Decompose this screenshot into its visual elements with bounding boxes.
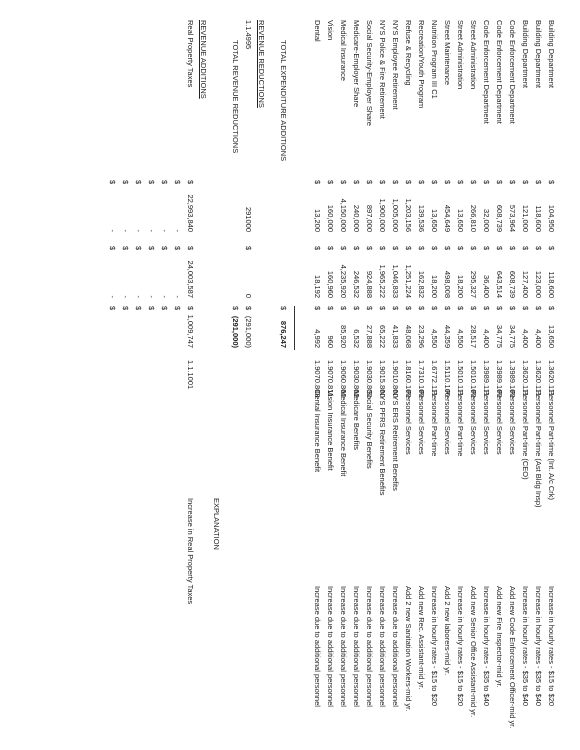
currency-sign: $ [508,180,517,185]
explanation: Add new Fire Inspector-mid yr. [495,586,504,688]
blank-row [145,0,158,750]
prior-value: 240,000 [352,204,361,232]
addition-account: 1.1.1001 [186,360,195,390]
currency-sign: $ [108,246,117,251]
revenue-additions-heading [197,0,210,750]
currency-sign: $ [352,180,361,185]
account: 1.9030.802 [352,360,361,398]
new-value: 118,600 [547,271,556,298]
prior-value: 1,900,000 [378,198,387,232]
currency-sign: $ [108,306,117,311]
prior-value: 1,005,000 [391,198,400,232]
blank-row [158,0,171,750]
currency-sign: $ [547,306,556,311]
blank-row [132,0,145,750]
currency-sign: $ [521,180,530,185]
table-row [389,0,402,750]
currency-sign: $ [430,306,439,311]
new-value: 123,000 [534,270,543,298]
explanation: Increase due to additional personnel [365,586,374,707]
explanation: Add 2 new laborers-mid yr. [443,586,452,676]
currency-sign: $ [378,246,387,251]
difference: 34,775 [508,325,517,348]
prior-value: 608,739 [495,204,504,232]
difference: 4,400 [482,329,491,348]
department: Vision [326,20,335,41]
account: 1.5010.111 [456,360,465,397]
currency-sign: $ [443,306,452,311]
explanation-header: EXPLANATION [212,498,221,550]
dash-placeholder: - [134,295,143,298]
currency-sign: $ [108,180,117,185]
explanation: Increase in hourly rates - $15 to $20 [456,586,465,707]
currency-sign: $ [134,306,143,311]
currency-sign: $ [456,306,465,311]
dash-placeholder: - [147,229,156,232]
prior-value: 13,650 [430,209,439,232]
dash-placeholder: - [108,229,117,232]
currency-sign: $ [244,306,253,311]
currency-sign: $ [186,180,195,185]
account: 1.3620.111 [547,360,556,397]
addition-prior-value: 22,993,840 [186,194,195,232]
table-row [506,0,519,750]
department: Medical Insurance [339,20,348,81]
difference: 28,517 [469,325,478,348]
department: Code Enforcement Department [482,20,491,124]
currency-sign: $ [121,246,130,251]
prior-value: 454,649 [443,204,452,232]
dash-placeholder: - [173,295,182,298]
currency-sign: $ [469,180,478,185]
revenue-additions-title: REVENUE ADDITIONS [199,20,208,99]
account: 1.8160.100 [404,360,413,398]
currency-sign: $ [134,180,143,185]
department: NYS Employee Retirement [391,20,400,110]
difference: 85,920 [339,325,348,348]
new-value: 1,965,222 [378,264,387,298]
description: Dental Insurance Benefit [313,390,322,473]
addition-new-value: 24,003,587 [186,260,195,298]
account: 1.3989.100 [495,360,504,398]
department: Street Administration [469,20,478,90]
new-value: 18,200 [430,275,439,298]
revenue-reduction-row [242,0,255,750]
currency-sign: $ [534,246,543,251]
currency-sign: $ [313,306,322,311]
description: Medicare Benefits [352,390,361,451]
explanation-header-row [210,0,223,750]
difference: 960 [326,335,335,348]
currency-sign: $ [365,180,374,185]
currency-sign: $ [456,246,465,251]
table-row [454,0,467,750]
dash-placeholder: - [121,229,130,232]
table-row [415,0,428,750]
table-row [441,0,454,750]
difference: 4,400 [521,329,530,348]
currency-sign: $ [326,306,335,311]
description: Personnel Services [404,390,413,455]
account: 1.9010.800 [391,360,400,398]
currency-sign: $ [121,180,130,185]
currency-sign: $ [482,180,491,185]
reduction-prior-value: 291000 [244,206,253,232]
currency-sign: $ [443,180,452,185]
currency-sign: $ [417,180,426,185]
currency-sign: $ [147,180,156,185]
prior-value: 139,536 [417,204,426,232]
table-row [324,0,337,750]
account: 1.7310.100 [417,360,426,398]
description: Personnel Services [482,390,491,455]
explanation: Increase due to additional personnel [378,586,387,707]
new-value: 246,532 [352,270,361,298]
explanation: Increase due to additional personnel [326,586,335,707]
revenue-reductions-heading [255,0,268,750]
currency-sign: $ [417,306,426,311]
account: 1.3620.111 [534,360,543,397]
currency-sign: $ [508,246,517,251]
currency-sign: $ [339,180,348,185]
new-value: 608,739 [508,270,517,298]
currency-sign: $ [378,306,387,311]
description: Social Security Benefits [365,390,374,469]
department: Building Department [521,20,530,88]
account: 1.9070.808 [313,360,322,398]
revenue-addition-row [184,0,197,750]
difference: 4,550 [430,329,439,348]
account: 1.5010.100 [469,360,478,398]
explanation: Increase in hourly rates - $35 to $40 [521,586,530,707]
explanation: Increase due to additional personnel [339,586,348,707]
description: Personnel Services [508,390,517,455]
description: Personnel Part-time (Int. A/c Crk) [547,390,556,501]
account: 1.6772.111 [430,360,439,397]
description: Personnel Services [469,390,478,455]
prior-value: 897,000 [365,204,374,232]
new-value: 1,251,224 [404,264,413,298]
table-row [519,0,532,750]
department: Recreation/Youth Program [417,20,426,109]
new-value: 162,832 [417,270,426,298]
difference: 65,222 [378,325,387,348]
difference: 4,400 [534,329,543,348]
addition-explanation: Increase in Real Property Taxes [186,498,195,605]
prior-value: 121,000 [521,204,530,232]
new-value: 4,235,920 [339,264,348,298]
currency-sign: $ [231,306,240,311]
difference: 34,775 [495,325,504,348]
new-value: 924,888 [365,270,374,298]
dash-placeholder: - [147,295,156,298]
explanation: Increase due to additional personnel [391,586,400,707]
new-value: 36,400 [482,275,491,298]
revenue-reductions-title: REVENUE REDUCTIONS [257,20,266,108]
currency-sign: $ [508,306,517,311]
department: Street Administration [456,20,465,90]
currency-sign: $ [147,246,156,251]
table-row [311,0,324,750]
difference: 27,888 [365,325,374,348]
currency-sign: $ [326,246,335,251]
blank-row [119,0,132,750]
prior-value: 13,200 [313,209,322,232]
table-row [350,0,363,750]
dash-placeholder: - [173,229,182,232]
currency-sign: $ [186,246,195,251]
description: NYS PFRS Retirement Benefits [378,390,387,496]
table-row [480,0,493,750]
total-expenditure-value: 876,247 [279,320,288,348]
currency-sign: $ [339,246,348,251]
account: 1.9030.800 [365,360,374,398]
prior-value: 13,650 [456,209,465,232]
dash-placeholder: - [134,229,143,232]
currency-sign: $ [313,246,322,251]
total-reduction-value: (291,000) [231,315,240,348]
account: 1.5110.100 [443,360,452,397]
description: Personnel Part-time (Ast Bldg Insp) [534,390,543,508]
blank-row [106,0,119,750]
table-row [337,0,350,750]
department: Dental [313,20,322,42]
explanation: Increase due to additional personnel [313,586,322,707]
currency-sign: $ [339,306,348,311]
table-row [363,0,376,750]
difference: 4,992 [313,329,322,348]
explanation: Increase in hourly rates - $35 to $40 [482,586,491,707]
description: Medical Insurance Benefit [339,390,348,477]
table-row [467,0,480,750]
department: NYS Police & Fire Retirement [378,20,387,119]
prior-value: 1,203,156 [404,198,413,232]
difference: 23,296 [417,325,426,348]
description: Personnel Services [417,390,426,455]
currency-sign: $ [404,306,413,311]
description: Personnel Part-time (CEO) [521,390,530,480]
currency-sign: $ [391,306,400,311]
department: Building Department [547,20,556,88]
currency-sign: $ [160,306,169,311]
department: Street Maintenance [443,20,452,86]
currency-sign: $ [279,306,288,311]
currency-sign: $ [482,246,491,251]
currency-sign: $ [521,246,530,251]
currency-sign: $ [547,180,556,185]
department: Social Security-Employer Share [365,20,374,126]
currency-sign: $ [352,246,361,251]
new-value: 498,008 [443,270,452,298]
currency-sign: $ [469,246,478,251]
description: Personnel Services [495,390,504,455]
currency-sign: $ [313,180,322,185]
currency-sign: $ [495,180,504,185]
currency-sign: $ [456,180,465,185]
prior-value: 118,600 [534,205,543,232]
total-expenditure-row [277,0,290,750]
prior-value: 266,810 [469,204,478,232]
currency-sign: $ [469,306,478,311]
currency-sign: $ [404,246,413,251]
new-value: 18,192 [313,275,322,298]
department: Code Enforcement Department [495,20,504,124]
currency-sign: $ [160,180,169,185]
currency-sign: $ [365,306,374,311]
account: 1.9060.800 [339,360,348,398]
explanation: Add new Code Enforcement Officer-mid yr. [508,586,517,729]
table-row [532,0,545,750]
new-value: 295,327 [469,270,478,298]
new-value: 18,200 [456,275,465,298]
prior-value: 160,000 [326,204,335,232]
currency-sign: $ [534,306,543,311]
total-reduction-row [229,0,242,750]
explanation: Increase in hourly rates - $35 to $40 [534,586,543,707]
currency-sign: $ [417,246,426,251]
currency-sign: $ [134,246,143,251]
prior-value: 4,150,000 [339,198,348,232]
currency-sign: $ [173,306,182,311]
new-value: 1,046,833 [391,264,400,298]
currency-sign: $ [547,246,556,251]
description: Vision Insurance Benefit [326,390,335,471]
explanation: Increase in hourly rates - $15 to $20 [430,586,439,707]
explanation: Increase in hourly rates - $15 to $20 [547,586,556,707]
prior-value: 104,950 [547,204,556,232]
currency-sign: $ [326,180,335,185]
addition-difference: 1,009,747 [186,314,195,348]
currency-sign: $ [186,306,195,311]
department: Medicare-Employer Share [352,20,361,108]
prior-value: 573,964 [508,204,517,232]
account: 1.3989.100 [508,360,517,398]
new-value: 127,400 [521,270,530,298]
new-value: 160,960 [326,270,335,298]
dash-placeholder: - [160,295,169,298]
new-value: 643,514 [495,270,504,298]
currency-sign: $ [443,246,452,251]
currency-sign: $ [430,180,439,185]
description: Personnel Part-time [456,390,465,457]
currency-sign: $ [147,306,156,311]
total-reduction-label: TOTAL REVENUE REDUCTIONS [231,40,240,154]
difference: 4,550 [456,329,465,348]
addition-department: Real Property Taxes [186,20,195,88]
currency-sign: $ [121,306,130,311]
currency-sign: $ [160,246,169,251]
difference: 6,532 [352,329,361,348]
difference: 48,068 [404,325,413,348]
account: 1.9070.811 [326,360,335,397]
table-row [376,0,389,750]
currency-sign: $ [521,306,530,311]
currency-sign: $ [173,180,182,185]
currency-sign: $ [365,246,374,251]
explanation: Add new Senior Office Assistant-mid yr. [469,586,478,718]
department: Nutrition Program III C1 [430,20,439,99]
description: Personnel Services [443,390,452,455]
table-row [402,0,415,750]
account: 1.9015.800 [378,360,387,398]
currency-sign: $ [404,180,413,185]
reduction-account: 1.1.4995 [244,20,253,50]
department: Building Department [534,20,543,88]
total-expenditure-label: TOTAL EXPENDITURE ADDITIONS [279,40,288,162]
blank-row [171,0,184,750]
explanation: Add new Rec. Assistant-mid yr. [417,586,426,690]
currency-sign: $ [173,246,182,251]
currency-sign: $ [482,306,491,311]
difference: 13,650 [547,325,556,348]
expenditure-total-rule [294,306,295,350]
reduction-new-value: 0 [244,293,253,298]
currency-sign: $ [534,180,543,185]
reduction-difference: (291,000) [244,315,253,348]
department: Refuse & Recycling [404,20,413,86]
account: 1.3989.111 [482,360,491,397]
currency-sign: $ [391,180,400,185]
currency-sign: $ [495,246,504,251]
dash-placeholder: - [160,229,169,232]
table-row [493,0,506,750]
currency-sign: $ [430,246,439,251]
prior-value: 32,000 [482,209,491,232]
currency-sign: $ [244,246,253,251]
explanation: Increase due to additional personnel [352,586,361,707]
currency-sign: $ [391,246,400,251]
currency-sign: $ [495,306,504,311]
table-row [428,0,441,750]
table-row [545,0,558,750]
explanation: Add 2 new Sanitation Workers-mid yr. [404,586,413,712]
difference: 41,833 [391,325,400,348]
description: Personnel Part-time [430,390,439,457]
account: 1.3620.111 [521,360,530,397]
currency-sign: $ [352,306,361,311]
dash-placeholder: - [121,295,130,298]
difference: 44,359 [443,325,452,348]
dash-placeholder: - [108,295,117,298]
description: NYS ERS Retirement Benefits [391,390,400,491]
currency-sign: $ [378,180,387,185]
department: Code Enforcement Department [508,20,517,124]
